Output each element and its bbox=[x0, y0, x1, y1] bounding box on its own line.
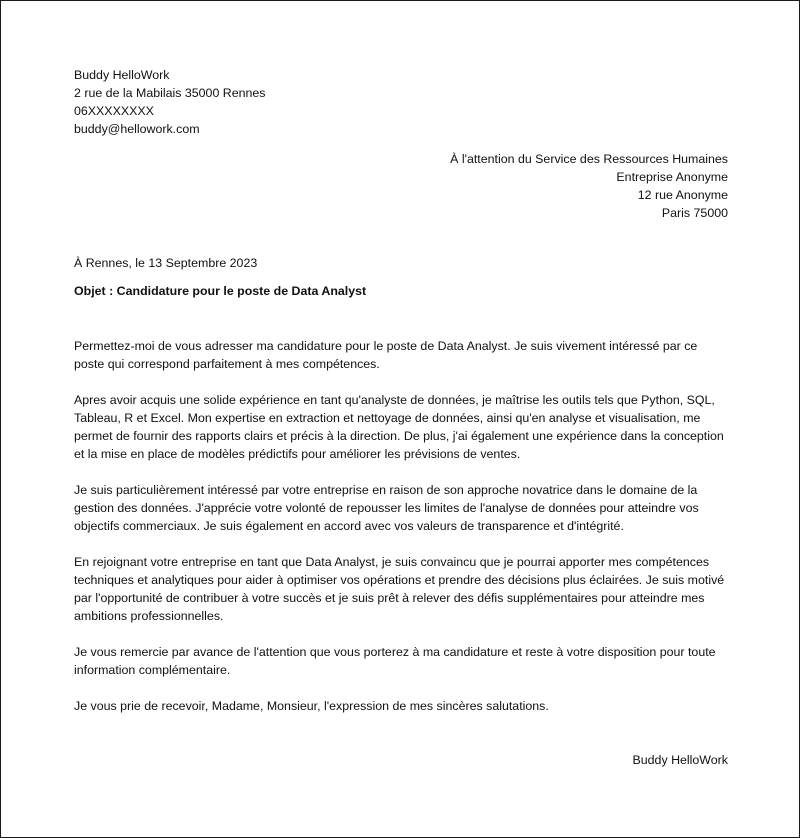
body-paragraph: Apres avoir acquis une solide expérience en tant qu'analyste de données, je maîtrise les outils tels que Python, SQL, Tableau, R et Excel. Mon expertise en extraction et nettoyage de données, ainsi qu'en analyse et visualisation, me permet de fournir des rapports clairs et précis à la direction. De plus, j'ai également une expérience dans la conception et la mise en place de modèles prédictifs pour améliorer les prévisions de ventes. bbox=[74, 393, 724, 461]
sender-email: buddy@hellowork.com bbox=[74, 122, 200, 136]
recipient-company: Entreprise Anonyme bbox=[616, 170, 728, 184]
recipient-city: Paris 75000 bbox=[661, 206, 728, 220]
date-line: À Rennes, le 13 Septembre 2023 bbox=[74, 256, 258, 270]
recipient-attention: À l'attention du Service des Ressources Humaines bbox=[450, 152, 728, 166]
subject-line: Objet : Candidature pour le poste de Data Analyst bbox=[74, 284, 367, 298]
sender-block bbox=[74, 66, 728, 138]
recipient-block bbox=[74, 150, 728, 222]
sender-phone: 06XXXXXXXX bbox=[74, 104, 154, 118]
letter-body bbox=[74, 337, 728, 715]
signature: Buddy HelloWork bbox=[632, 753, 728, 767]
body-paragraph: En rejoignant votre entreprise en tant que Data Analyst, je suis convaincu que je pourrai apporter mes compétences techniques et analytiques pour aider à optimiser vos opérations et prendre des décisions plus éclairées. Je suis motivé par l'opportunité de contribuer à votre succès et je suis prêt à relever des défis supplémentaires pour atteindre mes ambitions professionnelles. bbox=[74, 555, 725, 623]
letter-content bbox=[74, 66, 728, 769]
body-paragraph: Je vous remercie par avance de l'attention que vous porterez à ma candidature et reste à votre disposition pour toute information complémentaire. bbox=[74, 645, 716, 677]
sender-name: Buddy HelloWork bbox=[74, 68, 170, 82]
closing-line: Je vous prie de recevoir, Madame, Monsieur, l'expression de mes sincères salutations. bbox=[74, 699, 549, 713]
recipient-street: 12 rue Anonyme bbox=[637, 188, 728, 202]
sender-address: 2 rue de la Mabilais 35000 Rennes bbox=[74, 86, 266, 100]
body-paragraph: Je suis particulièrement intéressé par votre entreprise en raison de son approche novatrice dans le domaine de la gestion des données. J'apprécie votre volonté de repousser les limites de l'analyse de données pour atteindre vos objectifs commerciaux. Je suis également en accord avec vos valeurs de transparence et d'intégrité. bbox=[74, 483, 699, 533]
body-paragraph: Permettez-moi de vous adresser ma candidature pour le poste de Data Analyst. Je suis vivement intéressé par ce poste qui correspond parfaitement à mes compétences. bbox=[74, 339, 698, 371]
